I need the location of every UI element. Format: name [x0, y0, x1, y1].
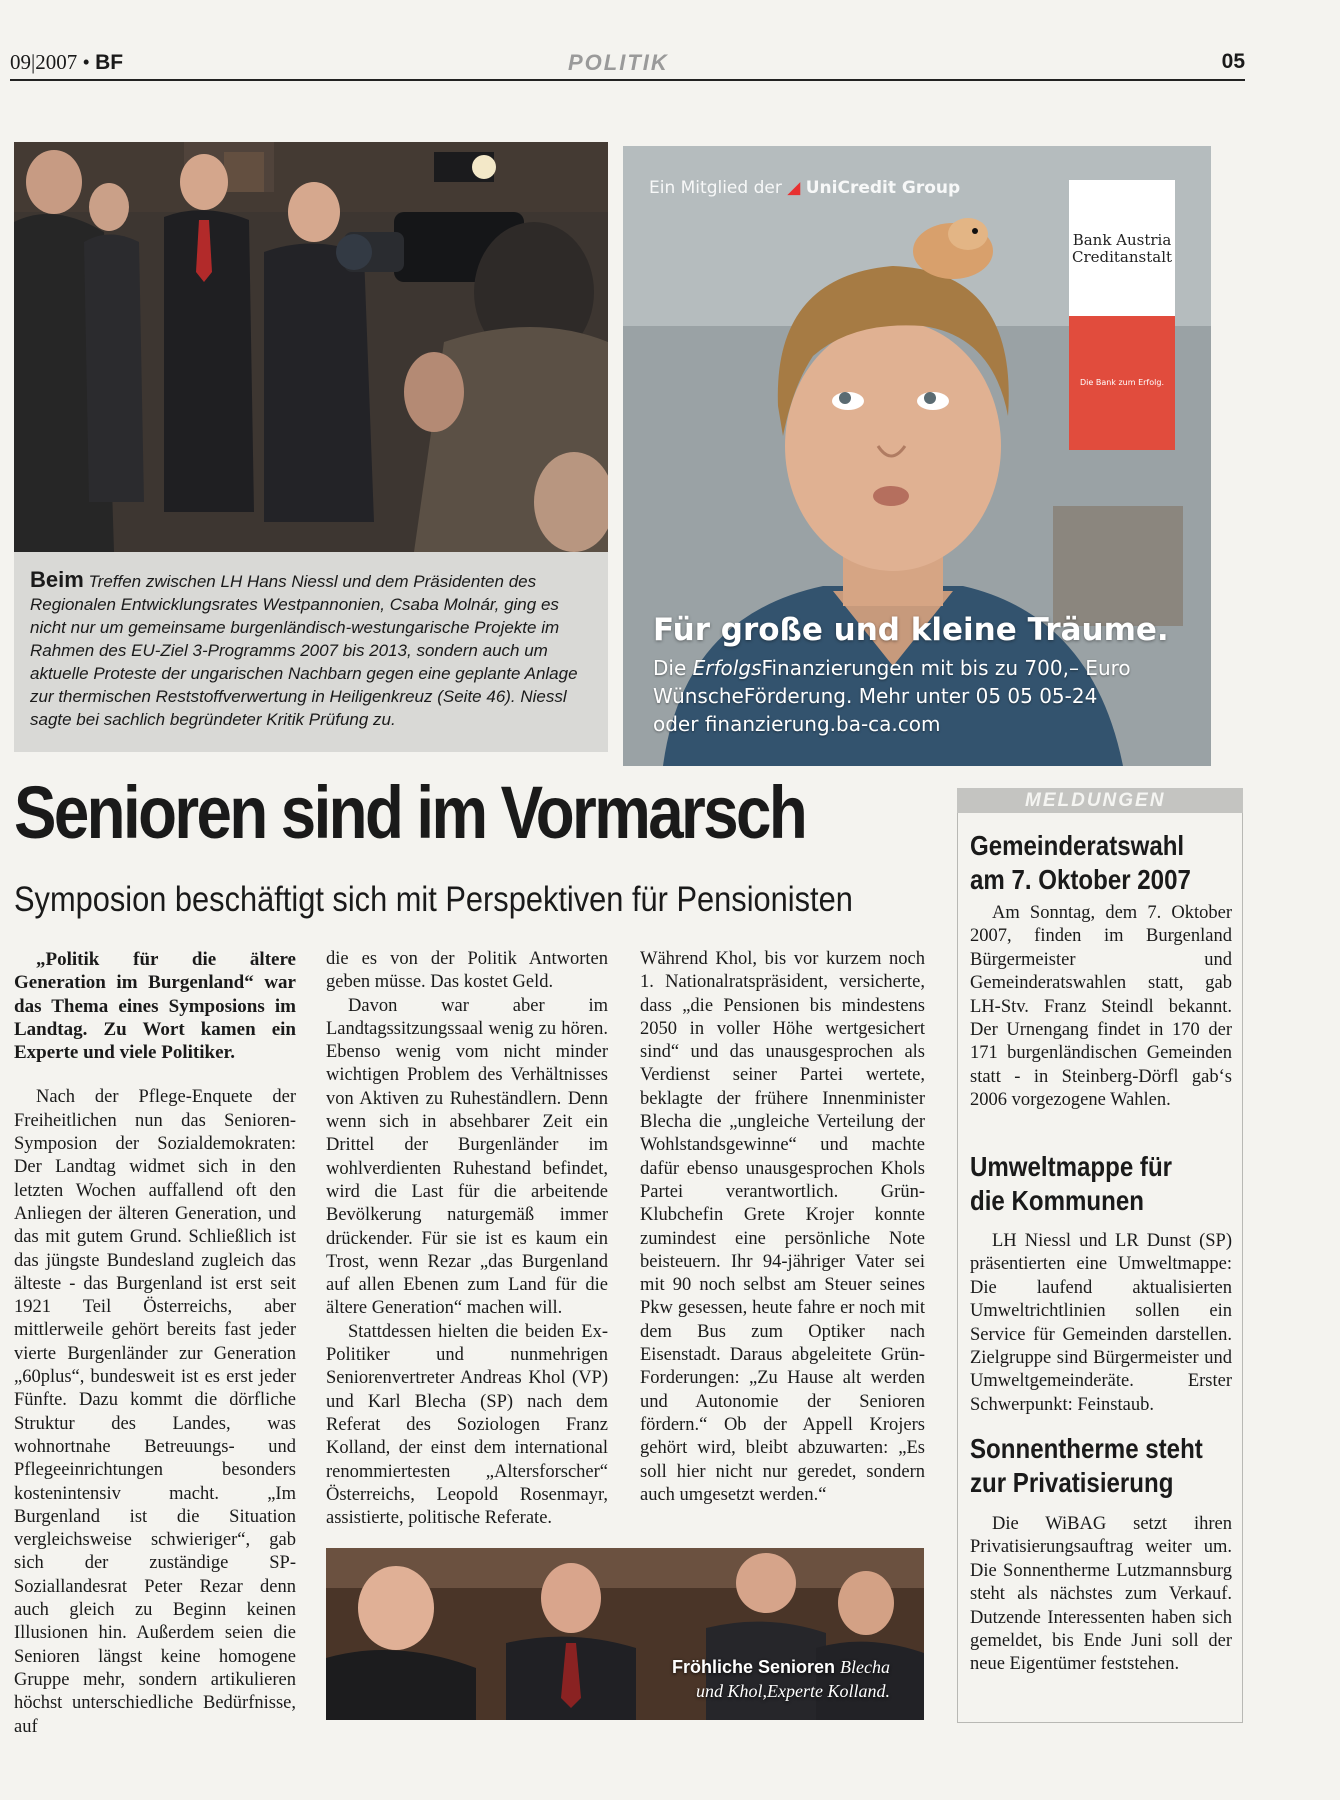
sidebar-tag: MELDUNGEN: [957, 788, 1243, 813]
unicredit-logo-icon: ◢: [787, 178, 801, 198]
news-text-1-body: Am Sonntag, dem 7. Oktober 2007, finden im Burgenland Bürgermeister und Gemeinderatswahlen statt, gab LH-Stv. Franz Steindl bekannt. Der Urnengang findet in 170 der 171 burgenländischen Gemeinden statt - in Steinberg-Dörfl gab‘s 2006 vorgezogene Wahlen.: [970, 903, 1232, 1111]
ad-member-text: Ein Mitglied der: [649, 178, 782, 198]
bank-tagline: Die Bank zum Erfolg.: [1080, 378, 1164, 387]
meeting-photo: [14, 142, 608, 552]
news-text-3: [970, 1513, 1232, 1677]
caption-text: Treffen zwischen LH Hans Niessl und dem Präsidenten des Regionalen Entwicklungsrates Westpannonien, Csaba Molnár, ging es nicht nur um gemeinsame burgenländisch-westungarische Projekte im Rahmen des EU-Ziel 3-Programms 2007 bis 2013, sondern auch um aktuelle Proteste der ungarischen Nachbarn gegen eine geplante Anlage zur thermischen Reststoffverwertung in Heiligenkreuz (Seite 46). Niessl sagte bei sachlich begründeter Kritik Prüfung zu.: [30, 572, 578, 729]
bank-logo-line1: Bank Austria: [1072, 231, 1172, 249]
header-bullet: •: [82, 50, 90, 74]
column2-paragraph-2: Davon war aber im Landtagssitzungssaal wenig zu hören. Ebenso wenig vom nicht minder wichtigen Problem des Verhältnisses von Aktiven zu Ruheständlern. Denn wenn sich in absehbarer Zeit ein Drittel der Burgenländer im wohlverdienten Ruhestand befindet, wird die Last für die arbeitende Bevölkerung naturgemäß immer drückender. Für sie ist es kaum ein Trost, wenn Rezar „das Burgenland auf allen Ebenen zum Land für die ältere Generation“ machen will.: [326, 995, 608, 1319]
article-column-2: [326, 948, 608, 1530]
news-title-1-line2: am 7. Oktober 2007: [970, 864, 1191, 895]
column2-paragraph-1: die es von der Politik Antworten geben müsse. Das kostet Geld.: [326, 949, 608, 993]
news-title-2-line2: die Kommunen: [970, 1185, 1144, 1216]
news-title-3-line1: Sonnentherme steht: [970, 1433, 1203, 1464]
seniors-photo-caption: [330, 1655, 890, 1703]
header-rule: [10, 79, 1245, 81]
article-column-1: [14, 948, 296, 1739]
caption-lead: Beim: [30, 567, 84, 592]
article-intro: „Politik für die ältere Generation im Burgenland“ war das Thema eines Symposions im Landtag. Zu Wort kamen ein Experte und viele Politiker.: [14, 949, 296, 1064]
ad-line1-pre: Die: [653, 656, 687, 680]
news-title-3-line2: zur Privatisierung: [970, 1467, 1174, 1498]
article-headline: Senioren sind im Vormarsch: [14, 771, 806, 854]
photo-caption: [14, 552, 608, 752]
brand-name: BF: [95, 51, 124, 74]
news-title-2: [970, 1150, 1172, 1218]
column2-paragraph-3: Stattdessen hielten die beiden Ex-Politiker und nunmehrigen Seniorenvertreter Andreas Khol (VP) und Karl Blecha (SP) nach dem Referat des Soziologen Franz Kolland, der einst dem international renommiertesten „Altersforscher“ Österreichs, Leopold Rosenmayr, assistierte, politische Referate.: [326, 1321, 608, 1529]
article-subheadline: Symposion beschäftigt sich mit Perspektiven für Pensionisten: [14, 880, 853, 919]
news-title-1-line1: Gemeinderatswahl: [970, 830, 1185, 861]
seniors-caption-bold: Fröhliche Senioren: [671, 1657, 835, 1677]
ad-line-3[interactable]: oder finanzierung.ba-ca.com: [653, 712, 941, 736]
news-title-2-line1: Umweltmappe für: [970, 1151, 1173, 1182]
ad-line-1: [653, 656, 1131, 680]
bank-advertisement[interactable]: [623, 146, 1211, 766]
bank-logo-line2: Creditanstalt: [1071, 248, 1173, 266]
ad-line1-post: Finanzierungen mit bis zu 700,– Euro: [761, 656, 1131, 680]
issue-line: [10, 50, 123, 75]
seniors-caption-line-1: [330, 1655, 890, 1679]
issue-number: 09|2007: [10, 50, 78, 74]
ad-headline: Für große und kleine Träume.: [653, 612, 1169, 648]
column3-text: Während Khol, bis vor kurzem noch 1. Nationalratspräsident, versicherte, dass „die Pensionen bis mindestens 2050 in voller Höhe wertgesichert sind“ und das unausgesprochen als Verdienst seiner Partei wertete, beklagte der frühere Innenminister Blecha die „ungleiche Verteilung der Wohlstandsgewinne“ und machte dafür ebenso unausgesprochen Khols Partei verantwortlich. Grün-Klubchefin Grete Krojer konnte zumindest eine persönliche Note beisteuern. Ihr 94-jähriger Vater sei mit 90 noch selbst am Steuer seines Pkw gesessen, heute fahre er noch mit dem Bus zum Optiker nach Eisenstadt. Daraus abgeleitete Grün-Forderungen: „Zu Hause alt werden und Autonomie der Senioren fördern.“ Ob der Appell Krojers gehört wird, bleibt abzuwarten: „Es soll hier nicht nur geredet, sondern auch umgesetzt werden.“: [640, 949, 925, 1505]
news-text-3-body: Die WiBAG setzt ihren Privatisierungsauftrag weiter um. Die Sonnentherme Lutzmannsburg steht als nächstes zum Verkauf. Dutzende Interessenten haben sich gemeldet, bis Ende Juni soll der neue Eigentümer feststehen.: [970, 1514, 1232, 1675]
meeting-photo-art: [14, 142, 608, 552]
news-text-2-body: LH Niessl und LR Dunst (SP) präsentierten eine Umweltmappe: Die laufend aktualisierten Umweltrichtlinien sollen ein Service für Gemeinden darstellen. Zielgruppe sind Bürgermeister und Umweltgemeinderäte. Erster Schwerpunkt: Feinstaub.: [970, 1231, 1232, 1415]
news-text-2: [970, 1230, 1232, 1417]
article-column-3: [640, 948, 925, 1507]
ad-group-name: UniCredit Group: [805, 178, 961, 198]
ad-member-line: [649, 178, 960, 198]
seniors-caption-line2: und Khol,Experte Kolland.: [696, 1681, 890, 1701]
news-text-1: [970, 902, 1232, 1113]
news-title-3: [970, 1432, 1203, 1500]
seniors-caption-line-2: [330, 1679, 890, 1703]
seniors-caption-line1: Blecha: [840, 1657, 890, 1677]
ad-line1-italic: Erfolgs: [692, 656, 762, 680]
news-title-1: [970, 829, 1191, 897]
bank-logo-text: [1069, 232, 1175, 266]
ad-line-2: WünscheFörderung. Mehr unter 05 05 05-24: [653, 684, 1098, 708]
column1-text: Nach der Pflege-Enquete der Freiheitlichen nun das Senioren-Symposion der Sozialdemokraten: Der Landtag widmet sich in den letzten Wochen auffallend oft den Anliegen der älteren Generation, und das mit gutem Grund. Schließlich ist das jüngste Bundesland zugleich das älteste - das Burgenland ist erst seit 1921 Teil Österreichs, aber mittlerweile gehört bereits fast jeder vierte Burgenländer zur Generation „60plus“, bundesweit ist es erst jeder Fünfte. Dazu kommt die dörfliche Struktur des Landes, was wohnortnahe Betreuungs- und Pflegeeinrichtungen besonders kostenintensiv macht. „Im Burgenland ist die Situation vergleichsweise schwieriger“, gab sich der zuständige SP-Soziallandesrat Peter Rezar denn auch gleich zu Beginn keinen Illusionen hin. Außerdem seien die Senioren längst keine homogene Gruppe mehr, sondern artikulieren höchst unterschiedliche Bedürfnisse, auf: [14, 1087, 296, 1737]
page-number: 05: [1221, 50, 1245, 73]
section-title: POLITIK: [568, 50, 669, 75]
